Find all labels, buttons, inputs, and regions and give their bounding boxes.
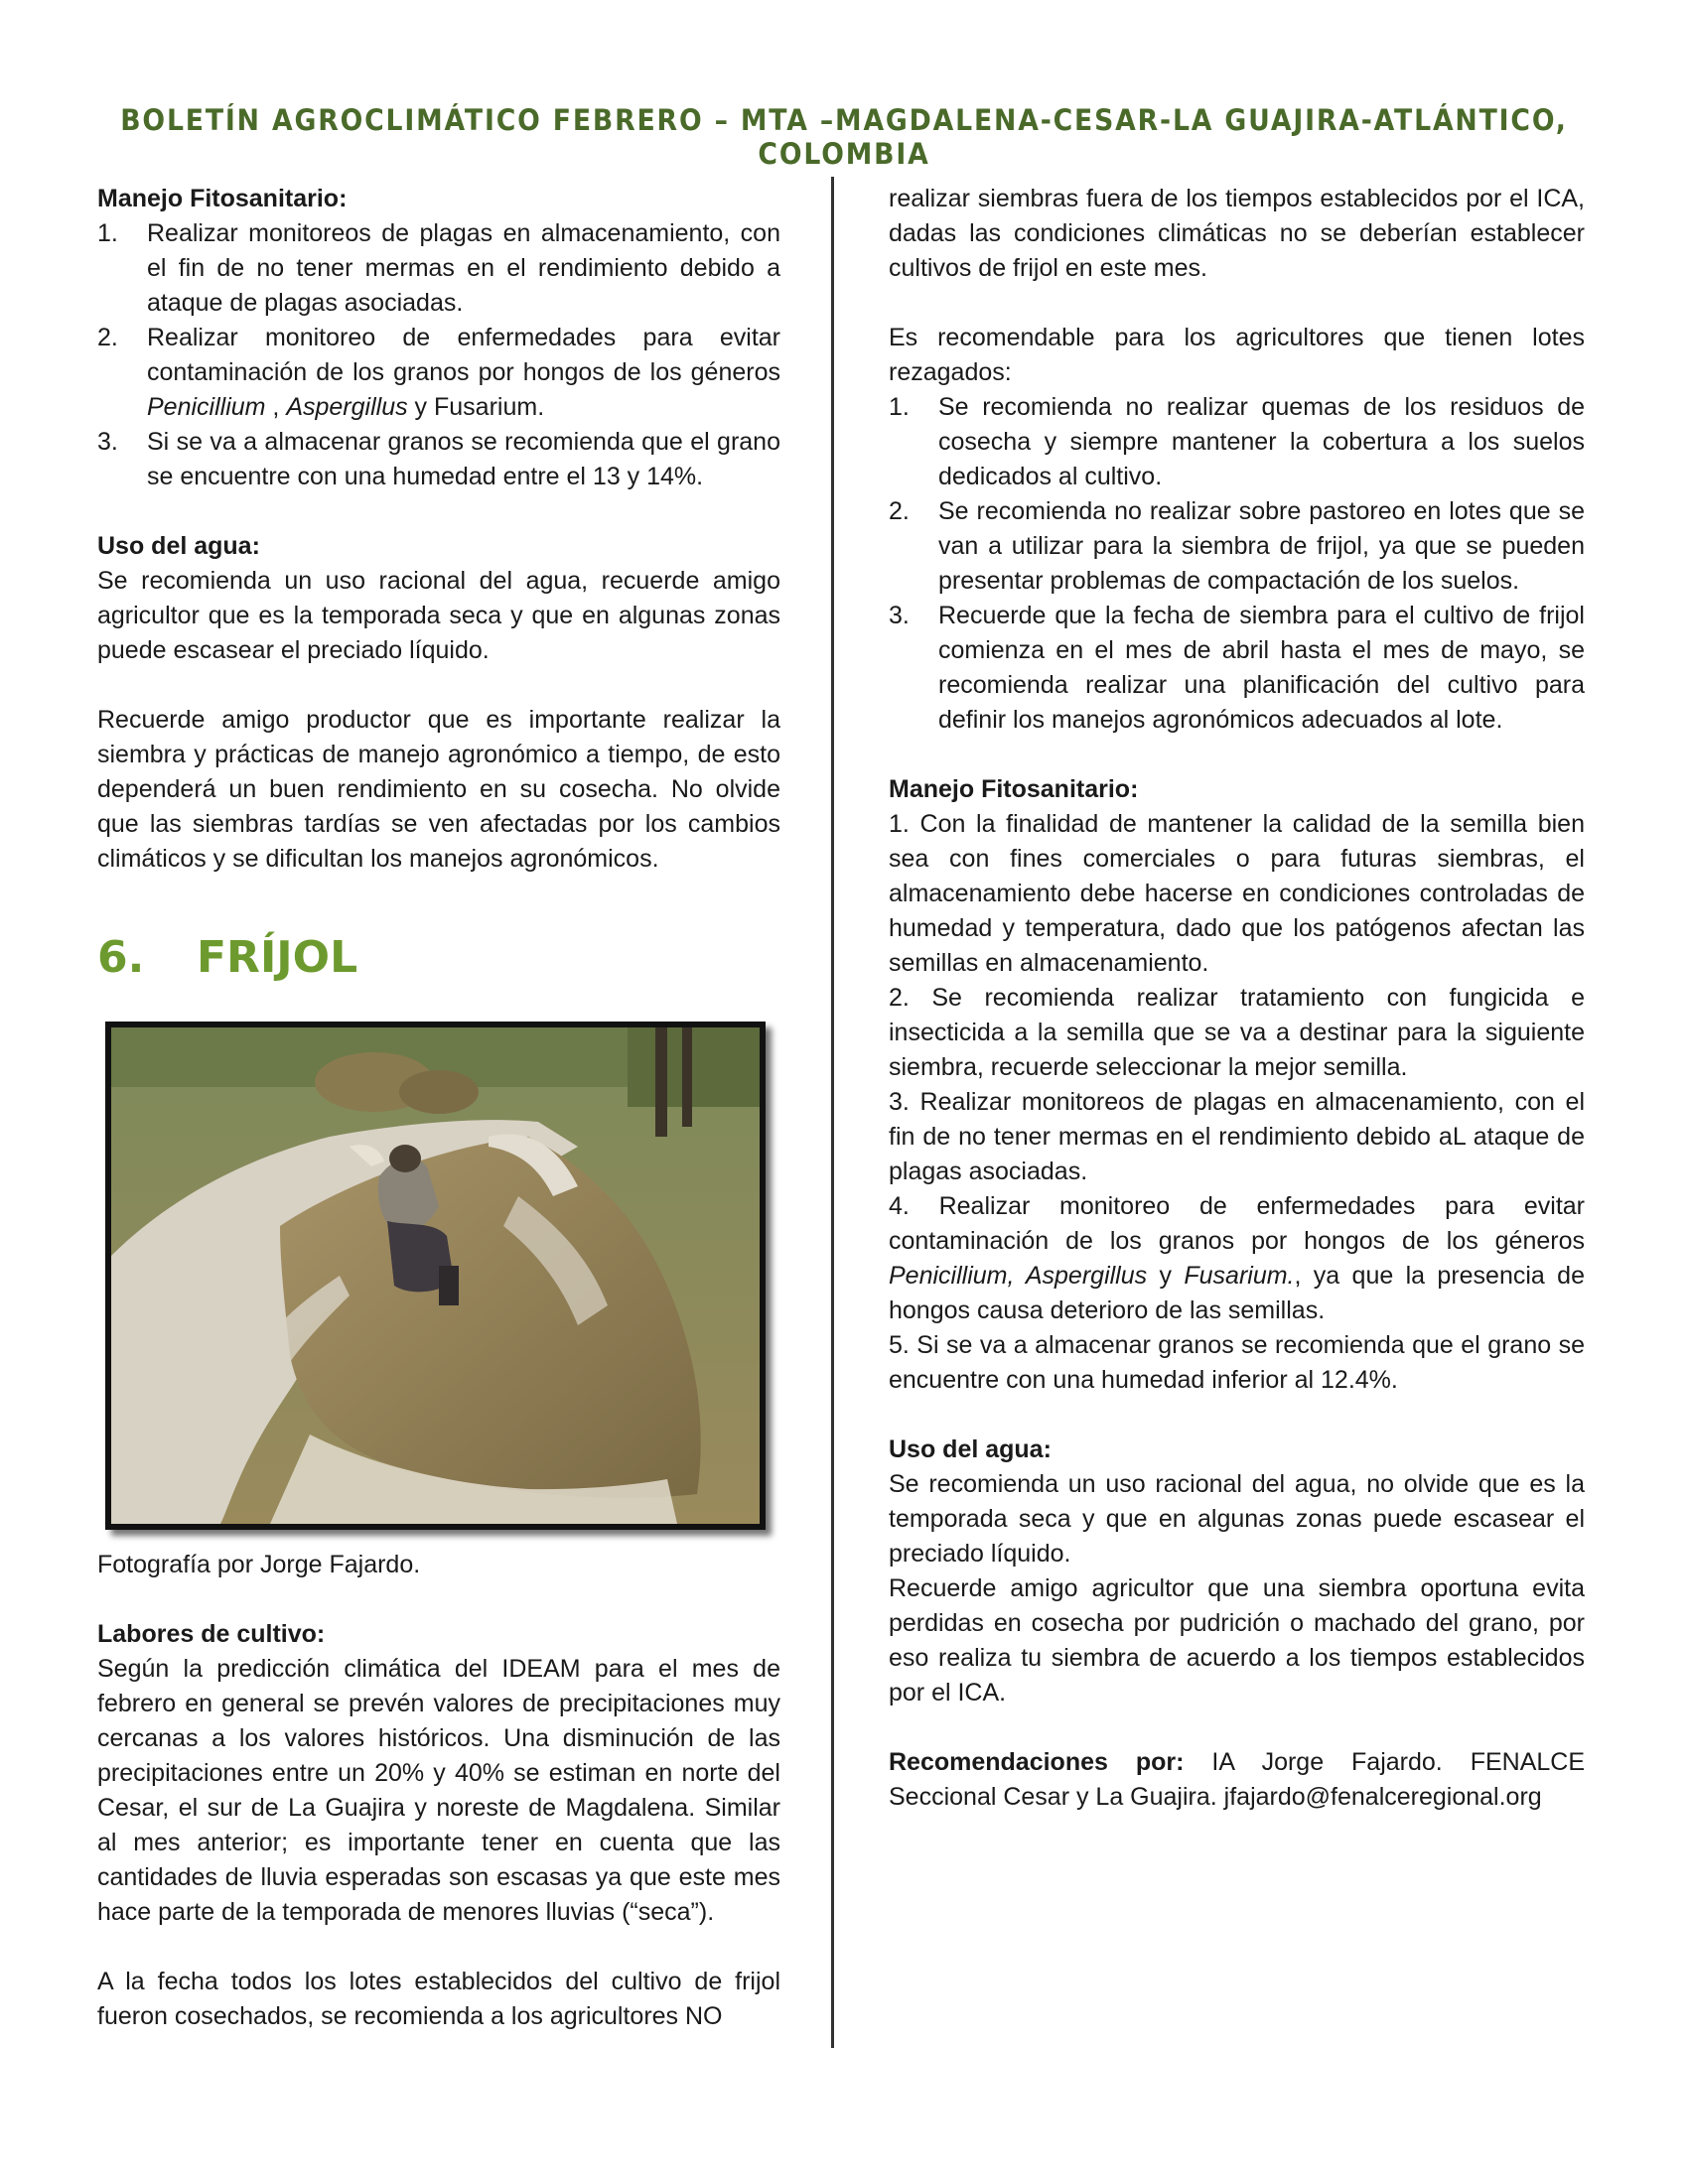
list-number: 2. [889, 497, 910, 525]
list-number: 2. [97, 324, 118, 351]
agua-paragraph: Se recomienda un uso racional del agua, no olvide que es la temporada seca y que en algunas zonas puede escasear el preciado líquido. [889, 1470, 1585, 1568]
list-item [97, 425, 780, 494]
list-item [97, 216, 780, 321]
list-item [889, 390, 1585, 494]
fito-heading: Manejo Fitosanitario: [97, 185, 348, 212]
genus-name: Penicillium, Aspergillus [889, 1262, 1148, 1290]
labores-heading: Labores de cultivo: [97, 1620, 326, 1648]
recommendations-text: IA Jorge Fajardo. FENALCE Seccional Cesar y La Guajira. jfajardo@fenalceregional.org [889, 1748, 1585, 1811]
fito-heading: Manejo Fitosanitario: [889, 775, 1139, 803]
labores-paragraph: Según la predicción climática del IDEAM para el mes de febrero en general se prevén valores de precipitaciones muy cercanas a los valores históricos. Una disminución de las precipitaciones entre un 20% y 40% se estiman en norte del Cesar, el sur de La Guajira y noreste de Magdalena. Similar al mes anterior; es importante tener en cuenta que las cantidades de lluvia esperadas son escasas ya que este mes hace parte de la temporada de menores lluvias (“seca”). [97, 1655, 780, 1926]
list-item [97, 321, 780, 425]
list-text: Realizar monitoreos de plagas en almacenamiento, con el fin de no tener mermas en el rendimiento debido a ataque de plagas asociadas. [147, 219, 780, 317]
agua-paragraph: Se recomienda un uso racional del agua, recuerde amigo agricultor que es la temporada seca y que en algunas zonas puede escasear el preciado líquido. [97, 567, 780, 664]
fito-paragraph: 5. Si se va a almacenar granos se recomienda que el grano se encuentre con una humedad inferior al 12.4%. [889, 1331, 1585, 1394]
list-text: Recuerde que la fecha de siembra para el cultivo de frijol comienza en el mes de abril hasta el mes de mayo, se recomienda realizar una planificación del cultivo para definir los manejos agronómicos adecuados al lote. [938, 602, 1585, 734]
genus-name: Fusarium. [1184, 1262, 1295, 1290]
bean-harvest-photo [105, 1022, 766, 1530]
recommendations-label: Recomendaciones por: [889, 1748, 1185, 1776]
fito-text: y [1147, 1262, 1185, 1290]
section-title [97, 928, 780, 988]
fecha-paragraph: A la fecha todos los lotes establecidos del cultivo de frijol fueron cosechados, se recomienda a los agricultores NO [97, 1968, 780, 2030]
fito-paragraph [889, 1189, 1585, 1328]
recommendations-paragraph [889, 1745, 1585, 1815]
section-number: 6. [97, 932, 145, 983]
column-divider [831, 177, 834, 2048]
bulletin-header: BOLETÍN AGROCLIMÁTICO FEBRERO – MTA –MAGDALENA-CESAR-LA GUAJIRA-ATLÁNTICO, COLOMBIA [120, 103, 1568, 171]
genus-name: Aspergillus [286, 393, 408, 421]
list-number: 1. [97, 219, 118, 247]
photo-caption: Fotografía por Jorge Fajardo. [97, 1551, 421, 1578]
agua-heading: Uso del agua: [97, 532, 260, 560]
list-number: 1. [889, 393, 910, 421]
fito-paragraph: 2. Se recomienda realizar tratamiento con fungicida e insecticida a la semilla que se va a destinar para la siguiente siembra, recuerde seleccionar la mejor semilla. [889, 984, 1585, 1081]
list-text: y Fusarium. [407, 393, 545, 421]
rezagados-intro: Es recomendable para los agricultores que tienen lotes rezagados: [889, 324, 1585, 386]
continued-paragraph: realizar siembras fuera de los tiempos establecidos por el ICA, dadas las condiciones climáticas no se deberían establecer cultivos de frijol en este mes. [889, 185, 1585, 282]
section-name: FRÍJOL [197, 932, 358, 983]
list-item [889, 599, 1585, 738]
fito-text: 4. Realizar monitoreo de enfermedades para evitar contaminación de los granos por hongos de los géneros [889, 1192, 1585, 1255]
fito-list [97, 216, 780, 494]
fito-paragraph: 3. Realizar monitoreos de plagas en almacenamiento, con el fin de no tener mermas en el rendimiento debido aL ataque de plagas asociadas. [889, 1088, 1585, 1185]
list-number: 3. [97, 428, 118, 456]
agua-heading: Uso del agua: [889, 1435, 1052, 1463]
list-text: Se recomienda no realizar quemas de los residuos de cosecha y siempre mantener la cobertura a los suelos dedicados al cultivo. [938, 393, 1585, 490]
list-text: Realizar monitoreo de enfermedades para evitar contaminación de los granos por hongos de los géneros [147, 324, 780, 386]
list-text: Se recomienda no realizar sobre pastoreo en lotes que se van a utilizar para la siembra de frijol, ya que se pueden presentar problemas de compactación de los suelos. [938, 497, 1585, 595]
agua-paragraph: Recuerde amigo agricultor que una siembra oportuna evita perdidas en cosecha por pudrición o machado del grano, por eso realiza tu siembra de acuerdo a los tiempos establecidos por el ICA. [889, 1574, 1585, 1706]
list-number: 3. [889, 602, 910, 629]
left-column [97, 182, 780, 2034]
list-item [889, 494, 1585, 599]
rezagados-list [889, 390, 1585, 738]
fito-paragraph: 1. Con la finalidad de mantener la calidad de la semilla bien sea con fines comerciales o para futuras siembras, el almacenamiento debe hacerse en condiciones controladas de humedad y temperatura, dado que los patógenos afectan las semillas en almacenamiento. [889, 810, 1585, 977]
list-text: Si se va a almacenar granos se recomienda que el grano se encuentre con una humedad entre el 13 y 14%. [147, 428, 780, 490]
list-text: , [265, 393, 287, 421]
genus-name: Penicillium [147, 393, 266, 421]
fito-text: , ya que la presencia de hongos causa deterioro de las semillas. [889, 1262, 1585, 1324]
reminder-paragraph: Recuerde amigo productor que es importante realizar la siembra y prácticas de manejo agronómico a tiempo, de esto dependerá un buen rendimiento en su cosecha. No olvide que las siembras tardías se ven afectadas por los cambios climáticos y se dificultan los manejos agronómicos. [97, 706, 780, 873]
right-column [889, 182, 1585, 1815]
